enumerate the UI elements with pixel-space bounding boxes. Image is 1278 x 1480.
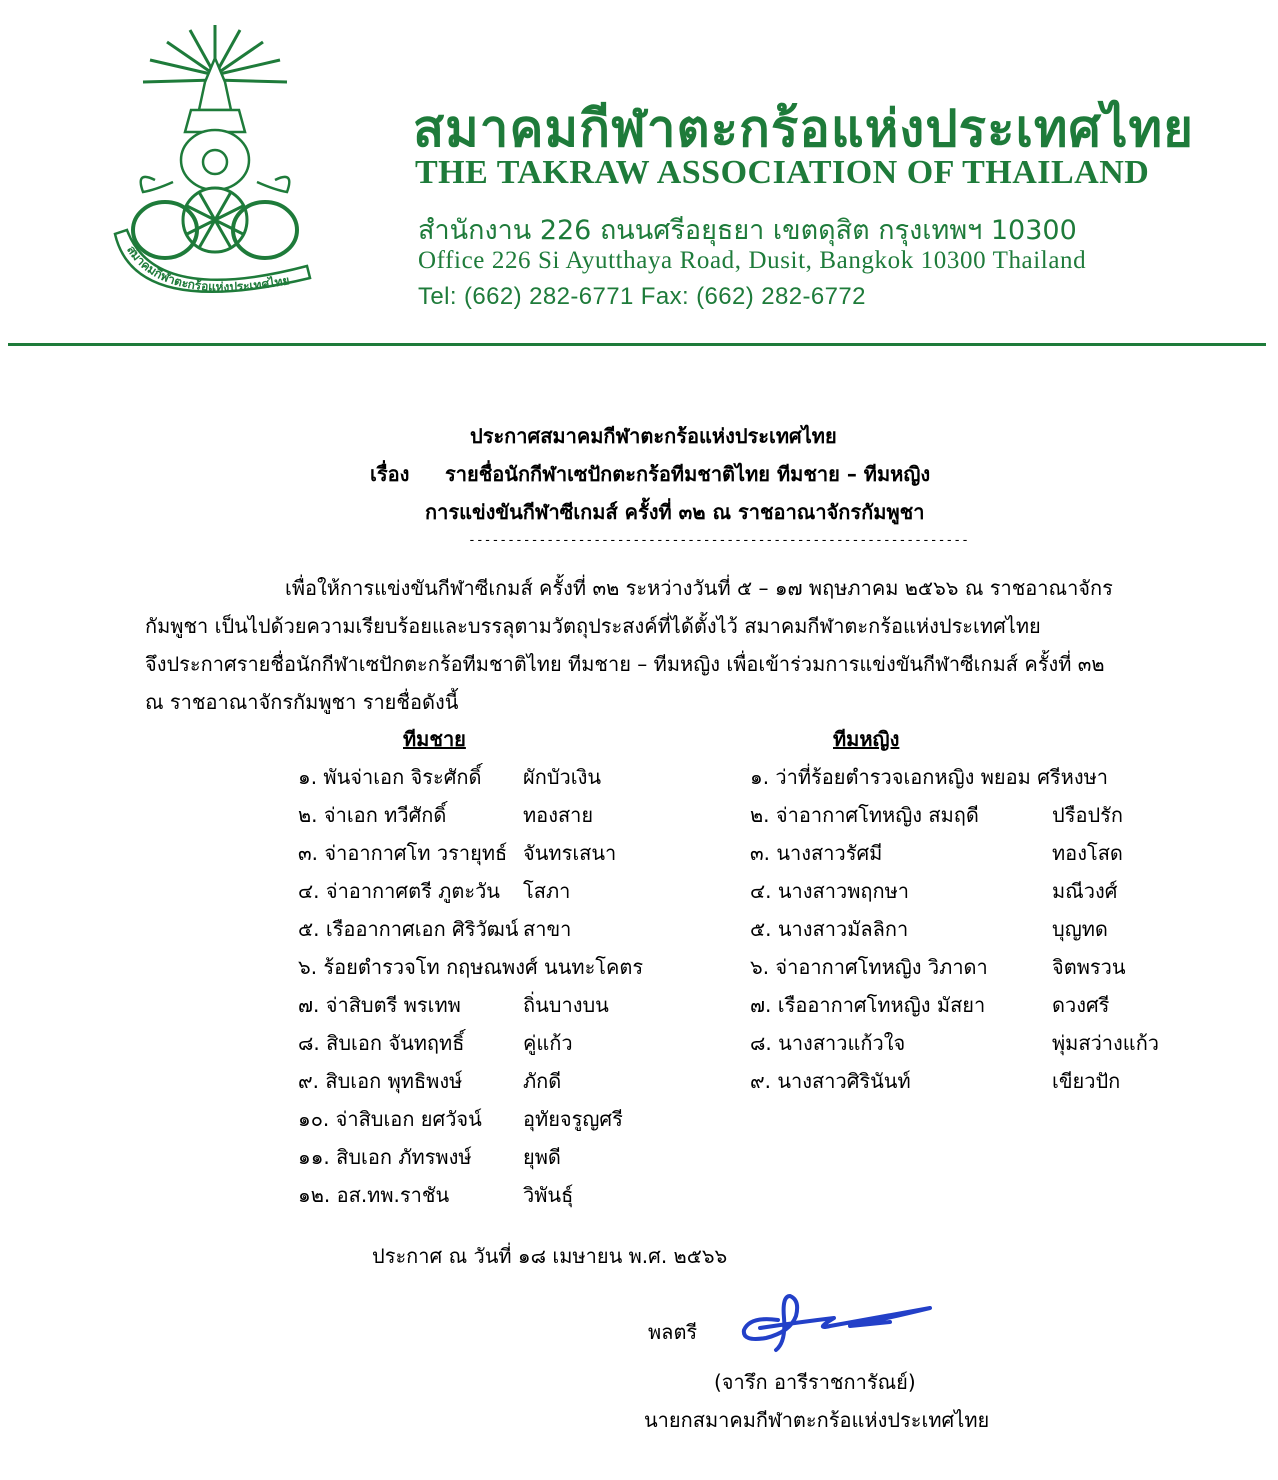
player-name: ๒. จ่าอากาศโทหญิง สมฤดี [750,803,979,827]
men-team-heading: ทีมชาย [403,727,466,751]
player-name: ๑๒. อส.ทพ.ราชัน [298,1183,450,1207]
player-name: ๘. นางสาวแก้วใจ [750,1031,906,1055]
subject-label: เรื่อง [370,462,410,486]
signer-rank: พลตรี [648,1320,698,1344]
player-name: ๑๐. จ่าสิบเอก ยศวัจน์ [298,1107,482,1131]
body-paragraph-line: จึงประกาศรายชื่อนักกีฬาเซปักตะกร้อทีมชาติไทย ทีมชาย – ทีมหญิง เพื่อเข้าร่วมการแข่งขันกีฬาซีเกมส์ ครั้งที่ ๓๒ [145,652,1105,676]
association-logo [95,20,335,310]
player-surname: จันทรเสนา [523,841,617,865]
announcement-subject: รายชื่อนักกีฬาเซปักตะกร้อทีมชาติไทย ทีมชาย – ทีมหญิง [445,462,931,486]
player-surname: ทองโสด [1052,841,1123,865]
player-surname: วิพันธุ์ [523,1183,574,1207]
body-paragraph-line: เพื่อให้การแข่งขันกีฬาซีเกมส์ ครั้งที่ ๓๒ ระหว่างวันที่ ๕ – ๑๗ พฤษภาคม ๒๕๖๖ ณ ราชอาณาจักร [285,576,1113,600]
player-name: ๙. สิบเอก พุทธิพงษ์ [298,1069,463,1093]
player-name: ๘. สิบเอก จันทฤทธิ์ [298,1031,465,1055]
player-surname: ผักบัวเงิน [523,765,602,789]
phone-fax: Tel: (662) 282-6771 Fax: (662) 282-6772 [418,283,866,310]
signer-position: นายกสมาคมกีฬาตะกร้อแห่งประเทศไทย [644,1408,990,1432]
player-name: ๓. นางสาวรัศมี [750,841,883,865]
player-name: ๑. ว่าที่ร้อยตำรวจเอกหญิง พยอม ศรีหงษา [750,765,1108,789]
announcement-event: การแข่งขันกีฬาซีเกมส์ ครั้งที่ ๓๒ ณ ราชอาณาจักรกัมพูชา [425,500,925,524]
player-surname: ปรือปรัก [1052,803,1123,827]
player-surname: พุ่มสว่างแก้ว [1052,1031,1160,1055]
announcement-title: ประกาศสมาคมกีฬาตะกร้อแห่งประเทศไทย [470,424,837,448]
player-surname: ทองสาย [523,803,594,827]
player-surname: ดวงศรี [1052,993,1110,1017]
letterhead-divider [8,343,1266,346]
body-paragraph-line: กัมพูชา เป็นไปด้วยความเรียบร้อยและบรรลุตามวัตถุประสงค์ที่ได้ตั้งไว้ สมาคมกีฬาตะกร้อแห่งประเทศไทย [145,614,1041,638]
address-thai: สำนักงาน 226 ถนนศรีอยุธยา เขตดุสิต กรุงเทพฯ 10300 [418,215,1077,246]
player-name: ๗. จ่าสิบตรี พรเทพ [298,993,461,1017]
player-surname: อุทัยจรูญศรี [523,1107,623,1131]
player-surname: เขียวปัก [1052,1069,1121,1093]
player-name: ๙. นางสาวศิรินันท์ [750,1069,911,1093]
logo-crown [141,58,290,192]
player-name: ๖. ร้อยตำรวจโท กฤษณพงศ์ นนทะโคตร [298,955,644,979]
player-name: ๔. นางสาวพฤกษา [750,879,910,903]
player-name: ๑. พันจ่าเอก จิระศักดิ์ [298,765,482,789]
player-surname: ภักดี [523,1069,562,1093]
player-name: ๗. เรืออากาศโทหญิง มัสยา [750,993,986,1017]
player-surname: มณีวงศ์ [1052,879,1118,903]
logo-ring-text: สมาคมกีฬาตะกร้อแห่งประเทศไทย [124,243,291,295]
player-surname: บุญทด [1052,917,1108,941]
player-surname: จิตพรวน [1052,955,1126,979]
org-name-english: THE TAKRAW ASSOCIATION OF THAILAND [415,154,1150,191]
player-name: ๖. จ่าอากาศโทหญิง วิภาดา [750,955,988,979]
player-name: ๕. เรืออากาศเอก ศิริวัฒน์ [298,917,519,941]
signer-name: (จารึก อารีราชการัณย์) [714,1370,916,1394]
player-surname: ถิ่นบางบน [523,993,609,1017]
player-name: ๔. จ่าอากาศตรี ภูตะวัน [298,879,500,903]
player-surname: ยุพดี [523,1145,561,1169]
address-english: Office 226 Si Ayutthaya Road, Dusit, Bangkok 10300 Thailand [418,247,1087,274]
women-team-heading: ทีมหญิง [833,727,900,751]
player-name: ๕. นางสาวมัลลิกา [750,917,909,941]
player-surname: คู่แก้ว [523,1031,573,1055]
player-surname: โสภา [523,879,571,903]
body-paragraph-line: ณ ราชอาณาจักรกัมพูชา รายชื่อดังนี้ [145,690,459,714]
player-name: ๒. จ่าเอก ทวีศักดิ์ [298,803,447,827]
player-name: ๓. จ่าอากาศโท วรายุทธ์ [298,841,508,865]
player-surname: สาขา [523,917,572,941]
org-name-thai: สมาคมกีฬาตะกร้อแห่งประเทศไทย [413,100,1195,159]
signature [730,1288,970,1358]
announcement-date: ประกาศ ณ วันที่ ๑๘ เมษายน พ.ศ. ๒๕๖๖ [372,1244,728,1268]
dashed-separator: ---------------------------------------------------------------- [468,533,969,548]
player-name: ๑๑. สิบเอก ภัทรพงษ์ [298,1145,472,1169]
